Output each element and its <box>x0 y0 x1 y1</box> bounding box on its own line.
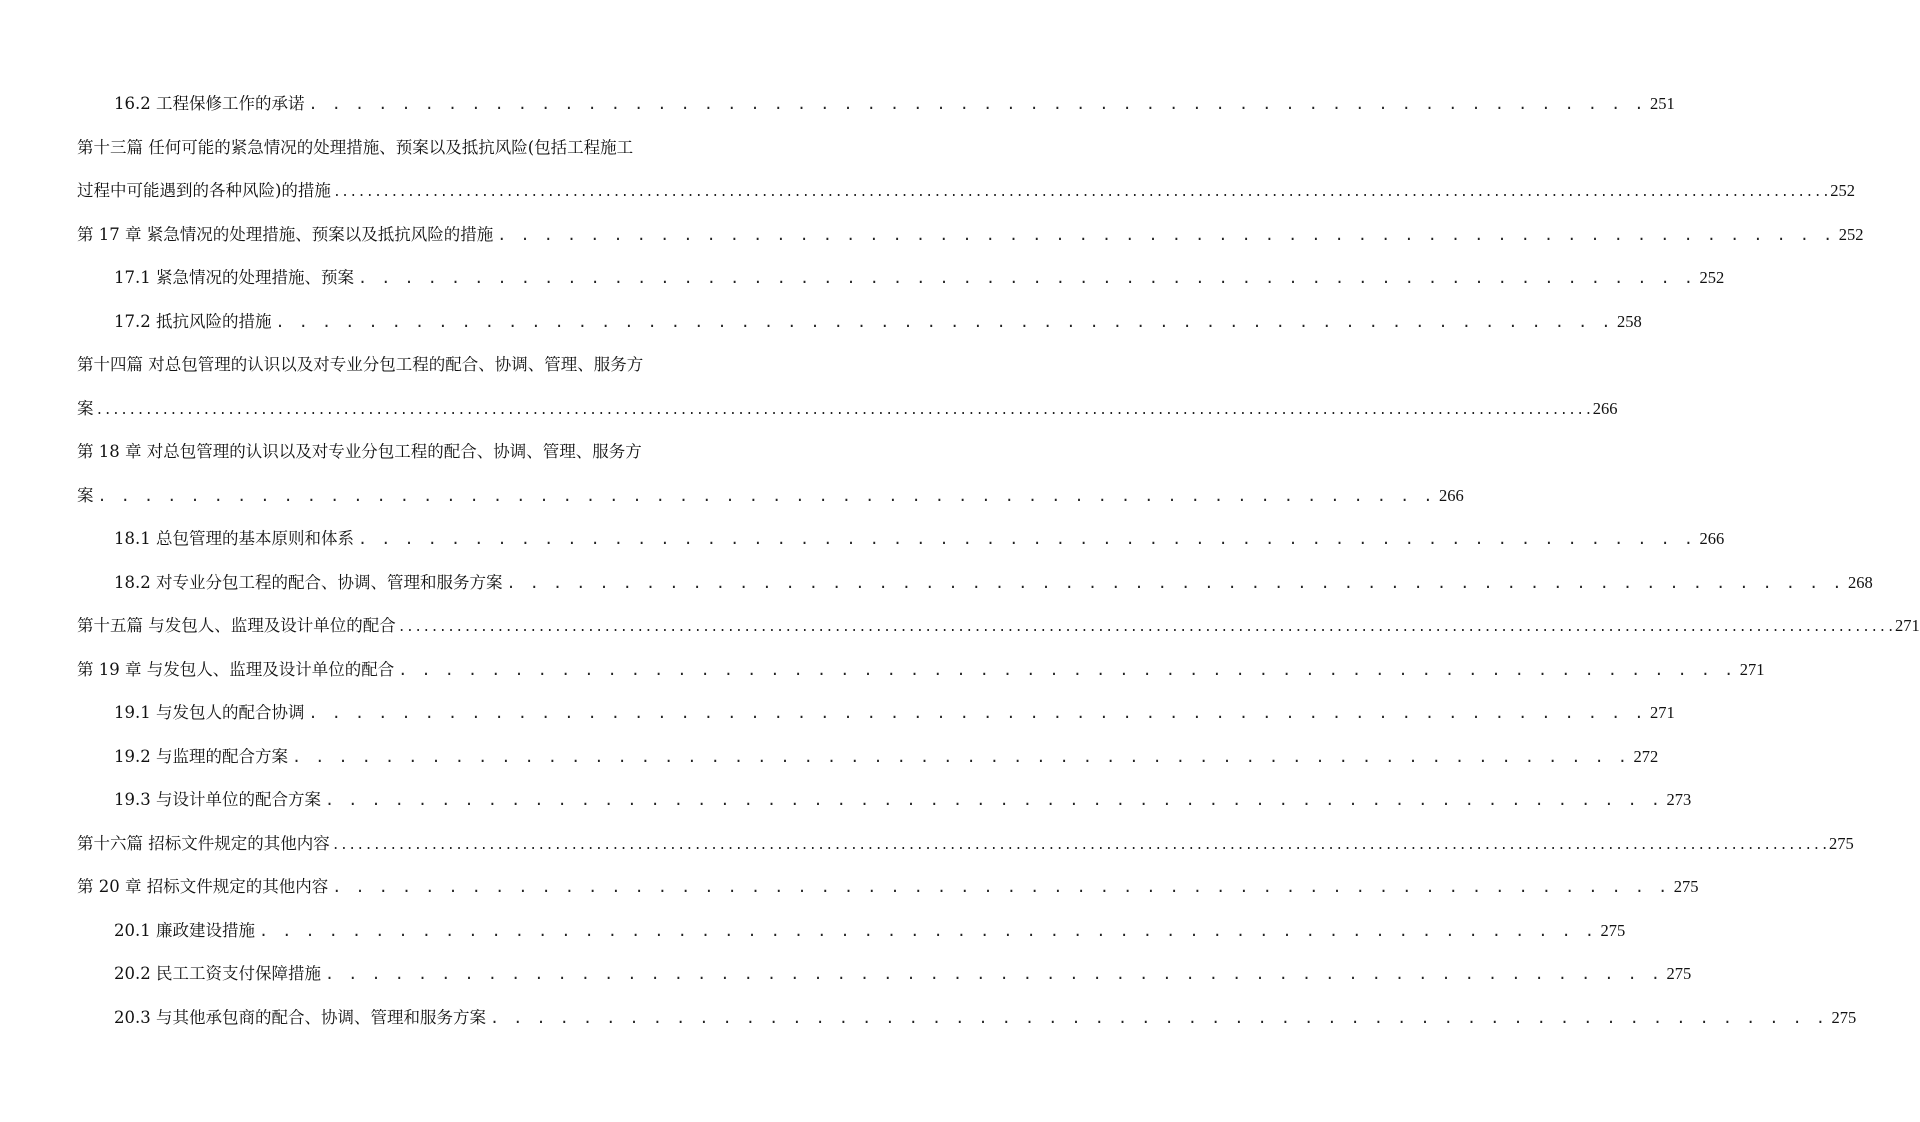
toc-entry-title: 第十五篇 与发包人、监理及设计单位的配合 <box>77 616 396 635</box>
toc-leader-dots: . . . . . . . . . . . . . . . . . . . . . . . . . . . . . . . . . . . . . . . . . . . . . . . . . . . . . . . . . . <box>489 1009 1828 1027</box>
toc-entry-title: 19.2 与监理的配合方案 <box>114 747 288 766</box>
toc-page-number: 275 <box>1831 1008 1857 1027</box>
toc-leader-dots: . . . . . . . . . . . . . . . . . . . . . . . . . . . . . . . . . . . . . . . . . . . . . . . . . . . . . . . . . . <box>308 704 1647 722</box>
toc-leader-dots: . . . . . . . . . . . . . . . . . . . . . . . . . . . . . . . . . . . . . . . . . . . . . . . . . . . . . . . . . . <box>324 965 1663 983</box>
toc-page-number: 258 <box>1617 312 1642 331</box>
toc-entry-title: 第 19 章 与发包人、监理及设计单位的配合 <box>77 660 395 679</box>
toc-page-number: 271 <box>1650 703 1675 722</box>
toc-entry-title: 案 <box>77 399 94 418</box>
toc-entry-part-16[interactable] <box>77 831 1854 857</box>
toc-entry-title: 案 <box>77 486 94 505</box>
toc-leader-dots: . . . . . . . . . . . . . . . . . . . . . . . . . . . . . . . . . . . . . . . . . . . . . . . . . . . . . . . . . . <box>506 574 1845 592</box>
toc-entry-19-3[interactable] <box>114 787 1692 813</box>
toc-entry-chapter-18[interactable] <box>77 483 1464 509</box>
toc-entry-title: 19.1 与发包人的配合协调 <box>114 703 305 722</box>
toc-entry-part-13-line1[interactable]: 第十三篇 任何可能的紧急情况的处理措施、预案以及抵抗风险(包括工程施工 <box>77 138 634 157</box>
toc-leader-dots: . . . . . . . . . . . . . . . . . . . . . . . . . . . . . . . . . . . . . . . . . . . . . . . . . . . . . . . . . . <box>398 661 1736 679</box>
toc-page-number: 275 <box>1600 921 1626 940</box>
toc-entry-title: 20.3 与其他承包商的配合、协调、管理和服务方案 <box>114 1008 486 1027</box>
toc-leader-dots: . . . . . . . . . . . . . . . . . . . . . . . . . . . . . . . . . . . . . . . . . . . . . . . . . . . . . . . . . . <box>357 269 1696 287</box>
toc-leader-dots: . . . . . . . . . . . . . . . . . . . . . . . . . . . . . . . . . . . . . . . . . . . . . . . . . . . . . . . . . . <box>308 95 1647 113</box>
toc-page-number: 271 <box>1739 660 1765 679</box>
toc-page-number: 252 <box>1838 225 1864 244</box>
toc-page-number: 275 <box>1666 964 1692 983</box>
toc-entry-18-1[interactable] <box>114 526 1725 552</box>
toc-entry-chapter-18-line1[interactable]: 第 18 章 对总包管理的认识以及对专业分包工程的配合、协调、管理、服务方 <box>77 442 642 461</box>
toc-entry-title: 20.1 廉政建设措施 <box>114 921 255 940</box>
toc-entry-19-1[interactable] <box>114 700 1675 726</box>
toc-entry-20-2[interactable] <box>114 961 1692 987</box>
toc-entry-title: 19.3 与设计单位的配合方案 <box>114 790 321 809</box>
toc-page-number: 252 <box>1830 181 1855 200</box>
toc-entry-part-13[interactable] <box>77 178 1855 204</box>
toc-entry-title: 17.1 紧急情况的处理措施、预案 <box>114 268 354 287</box>
toc-entry-17-2[interactable] <box>114 309 1642 335</box>
toc-entry-20-1[interactable] <box>114 918 1626 944</box>
toc-page-number: 275 <box>1829 834 1854 853</box>
toc-entry-20-3[interactable] <box>114 1005 1857 1031</box>
toc-leader-dots: ...................................................................................................................................................................................... <box>95 403 1593 418</box>
toc-entry-18-2[interactable] <box>114 570 1873 596</box>
toc-entry-title: 第十六篇 招标文件规定的其他内容 <box>77 834 330 853</box>
toc-leader-dots: . . . . . . . . . . . . . . . . . . . . . . . . . . . . . . . . . . . . . . . . . . . . . . . . . . . . . . . . . . <box>324 791 1663 809</box>
toc-entry-title: 过程中可能遇到的各种风险)的措施 <box>77 181 331 200</box>
toc-page-number: 266 <box>1699 529 1725 548</box>
toc-entry-17-1[interactable] <box>114 265 1725 291</box>
toc-page-number: 266 <box>1439 486 1464 505</box>
toc-leader-dots: ...................................................................................................................................................................................... <box>397 620 1896 635</box>
toc-leader-dots: . . . . . . . . . . . . . . . . . . . . . . . . . . . . . . . . . . . . . . . . . . . . . . . . . . . . . . . . . . <box>97 487 1436 505</box>
toc-page-number: 275 <box>1673 877 1699 896</box>
toc-entry-title: 20.2 民工工资支付保障措施 <box>114 964 321 983</box>
toc-entry-chapter-17[interactable] <box>77 222 1864 248</box>
toc-entry-chapter-19[interactable] <box>77 657 1765 683</box>
toc-leader-dots: . . . . . . . . . . . . . . . . . . . . . . . . . . . . . . . . . . . . . . . . . . . . . . . . . . . . . . . . . . <box>497 226 1835 244</box>
toc-entry-title: 18.2 对专业分包工程的配合、协调、管理和服务方案 <box>114 573 503 592</box>
toc-entry-chapter-20[interactable] <box>77 874 1699 900</box>
toc-page-number: 272 <box>1633 747 1659 766</box>
toc-page-number: 252 <box>1699 268 1725 287</box>
toc-entry-part-14[interactable] <box>77 396 1618 422</box>
toc-entry-title: 18.1 总包管理的基本原则和体系 <box>114 529 354 548</box>
toc-leader-dots: . . . . . . . . . . . . . . . . . . . . . . . . . . . . . . . . . . . . . . . . . . . . . . . . . . . . . . . . . . <box>357 530 1696 548</box>
toc-entry-16-2[interactable] <box>114 91 1675 117</box>
toc-page-number: 268 <box>1848 573 1873 592</box>
toc-leader-dots: . . . . . . . . . . . . . . . . . . . . . . . . . . . . . . . . . . . . . . . . . . . . . . . . . . . . . . . . . . <box>275 313 1614 331</box>
toc-leader-dots: ...................................................................................................................................................................................... <box>332 185 1831 200</box>
toc-entry-title: 第 17 章 紧急情况的处理措施、预案以及抵抗风险的措施 <box>77 225 494 244</box>
toc-leader-dots: . . . . . . . . . . . . . . . . . . . . . . . . . . . . . . . . . . . . . . . . . . . . . . . . . . . . . . . . . . <box>291 748 1630 766</box>
toc-entry-19-2[interactable] <box>114 744 1659 770</box>
toc-entry-part-15[interactable] <box>77 613 1920 639</box>
toc-page-number: 251 <box>1650 94 1675 113</box>
toc-leader-dots: . . . . . . . . . . . . . . . . . . . . . . . . . . . . . . . . . . . . . . . . . . . . . . . . . . . . . . . . . . <box>332 878 1670 896</box>
toc-entry-part-14-line1[interactable]: 第十四篇 对总包管理的认识以及对专业分包工程的配合、协调、管理、服务方 <box>77 355 644 374</box>
toc-entry-title: 17.2 抵抗风险的措施 <box>114 312 272 331</box>
toc-entry-title: 第 20 章 招标文件规定的其他内容 <box>77 877 329 896</box>
toc-entry-title: 16.2 工程保修工作的承诺 <box>114 94 305 113</box>
toc-leader-dots: ...................................................................................................................................................................................... <box>331 838 1830 853</box>
toc-page-number: 271 <box>1895 616 1920 635</box>
toc-page-number: 266 <box>1592 399 1618 418</box>
toc-leader-dots: . . . . . . . . . . . . . . . . . . . . . . . . . . . . . . . . . . . . . . . . . . . . . . . . . . . . . . . . . . <box>258 922 1597 940</box>
toc-page-number: 273 <box>1666 790 1692 809</box>
